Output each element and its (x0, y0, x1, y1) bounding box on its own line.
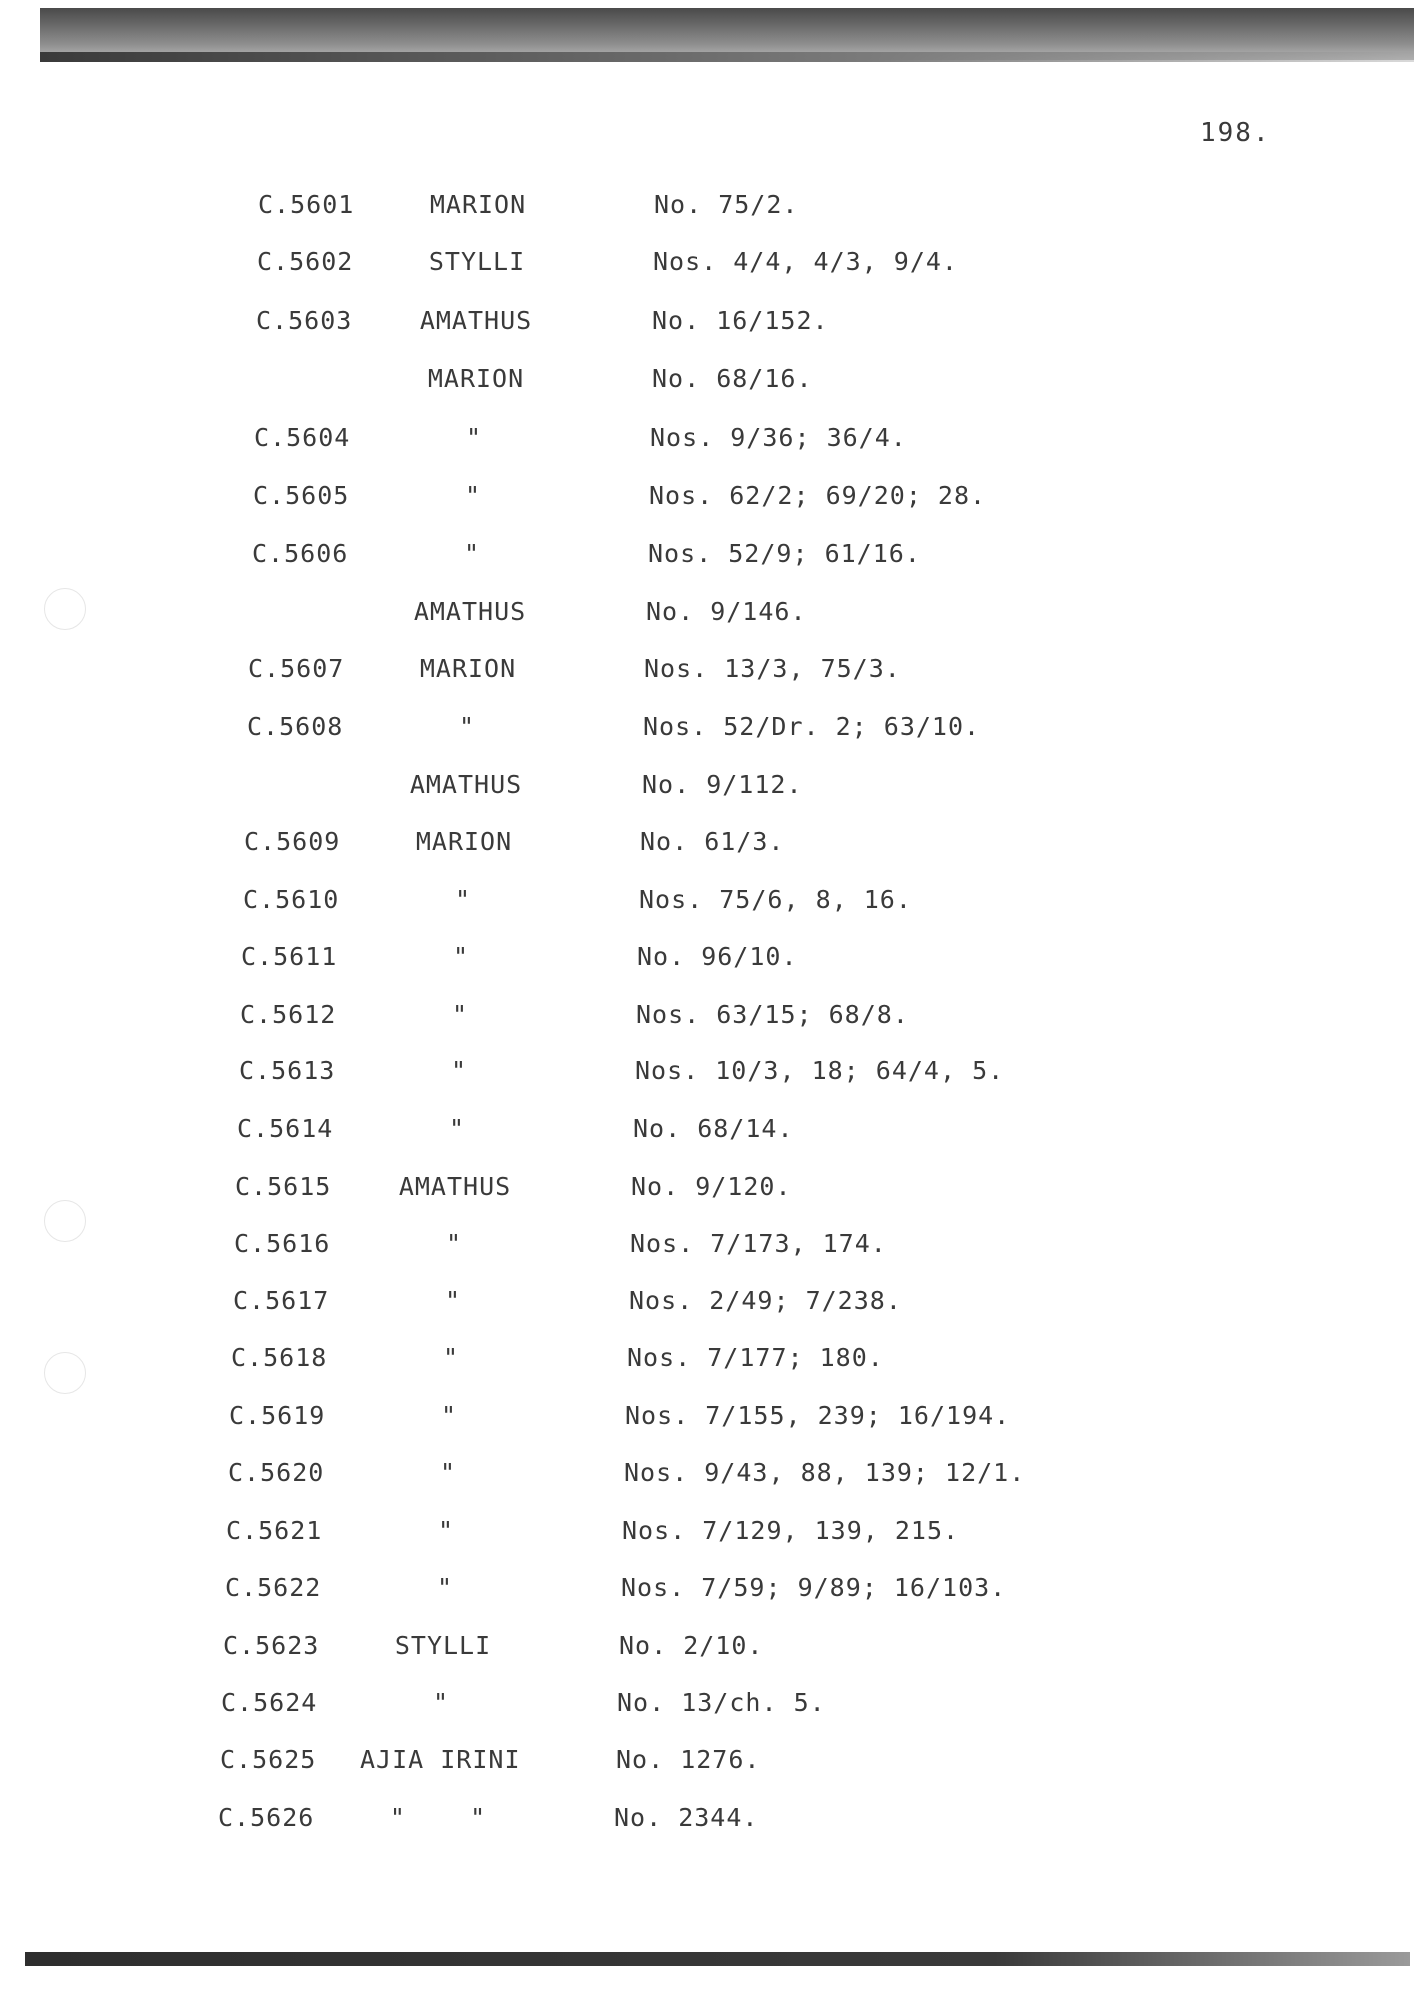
reference-numbers: Nos. 4/4, 4/3, 9/4. (653, 247, 958, 276)
site-name: " (445, 1229, 463, 1258)
list-item (235, 1172, 792, 1212)
reference-numbers: Nos. 13/3, 75/3. (644, 654, 901, 683)
reference-numbers: Nos. 7/59; 9/89; 16/103. (621, 1573, 1007, 1602)
reference-numbers: No. 13/ch. 5. (617, 1688, 826, 1717)
list-item (254, 423, 907, 463)
site-name: " (463, 539, 481, 568)
list-item (256, 364, 813, 404)
top-scan-edge (40, 8, 1414, 60)
site-name: " (464, 481, 482, 510)
catalogue-number: C.5625 (220, 1745, 317, 1774)
list-item (250, 597, 807, 637)
list-item (241, 942, 798, 982)
punch-hole-mark (44, 1200, 86, 1242)
catalogue-number: C.5621 (226, 1516, 323, 1545)
catalogue-number: C.5618 (231, 1343, 328, 1372)
site-name: " (437, 1516, 455, 1545)
catalogue-number: C.5605 (253, 481, 350, 510)
site-name: AMATHUS (409, 770, 523, 799)
reference-numbers: No. 16/152. (652, 306, 829, 335)
site-name: MARION (419, 654, 517, 683)
catalogue-number: C.5602 (257, 247, 354, 276)
catalogue-number: C.5612 (240, 1000, 337, 1029)
catalogue-number: C.5613 (239, 1056, 336, 1085)
reference-numbers: No. 9/146. (646, 597, 807, 626)
site-name: " (442, 1343, 460, 1372)
site-name: " (432, 1688, 450, 1717)
reference-numbers: Nos. 75/6, 8, 16. (639, 885, 912, 914)
list-item (258, 190, 799, 230)
site-name: AMATHUS (413, 597, 527, 626)
catalogue-number: C.5607 (248, 654, 345, 683)
catalogue-number: C.5609 (244, 827, 341, 856)
list-item (252, 539, 921, 579)
list-item (234, 1229, 887, 1269)
catalogue-number: C.5611 (241, 942, 338, 971)
punch-hole-mark (44, 588, 86, 630)
reference-numbers: Nos. 7/173, 174. (630, 1229, 887, 1258)
catalogue-number: C.5606 (252, 539, 349, 568)
reference-numbers: Nos. 7/129, 139, 215. (622, 1516, 960, 1545)
reference-numbers: Nos. 9/36; 36/4. (650, 423, 907, 452)
reference-numbers: Nos. 52/Dr. 2; 63/10. (643, 712, 981, 741)
catalogue-number: C.5622 (225, 1573, 322, 1602)
site-name: MARION (429, 190, 527, 219)
site-name: STYLLI (394, 1631, 492, 1660)
reference-numbers: Nos. 7/177; 180. (627, 1343, 884, 1372)
site-name: AMATHUS (398, 1172, 512, 1201)
catalogue-number: C.5623 (223, 1631, 320, 1660)
list-item (229, 1401, 1011, 1441)
reference-numbers: No. 75/2. (654, 190, 799, 219)
list-item (237, 1114, 794, 1154)
site-name: MARION (427, 364, 525, 393)
list-item (243, 885, 912, 925)
reference-numbers: No. 2344. (614, 1803, 759, 1832)
reference-numbers: Nos. 52/9; 61/16. (648, 539, 921, 568)
site-name: MARION (415, 827, 513, 856)
catalogue-number: C.5624 (221, 1688, 318, 1717)
list-item (239, 1056, 1005, 1096)
reference-numbers: No. 1276. (616, 1745, 761, 1774)
site-name: " (439, 1458, 457, 1487)
catalogue-number: C.5617 (233, 1286, 330, 1315)
reference-numbers: Nos. 10/3, 18; 64/4, 5. (635, 1056, 1005, 1085)
catalogue-number: C.5614 (237, 1114, 334, 1143)
reference-numbers: No. 68/14. (633, 1114, 794, 1143)
reference-numbers: No. 2/10. (619, 1631, 764, 1660)
site-name: " (454, 885, 472, 914)
catalogue-number: C.5610 (243, 885, 340, 914)
punch-hole-mark (44, 1352, 86, 1394)
site-name: " (458, 712, 476, 741)
site-name: " (436, 1573, 454, 1602)
list-item (253, 481, 987, 521)
reference-numbers: No. 61/3. (640, 827, 785, 856)
catalogue-number: C.5616 (234, 1229, 331, 1258)
list-item (225, 1573, 1007, 1613)
list-item (221, 1688, 826, 1728)
list-item (233, 1286, 902, 1326)
reference-numbers: Nos. 63/15; 68/8. (636, 1000, 909, 1029)
reference-numbers: Nos. 9/43, 88, 139; 12/1. (624, 1458, 1026, 1487)
site-name: " (465, 423, 483, 452)
site-name: " (450, 1056, 468, 1085)
list-item (223, 1631, 764, 1671)
list-item (231, 1343, 884, 1383)
site-name: " (451, 1000, 469, 1029)
site-name: " (448, 1114, 466, 1143)
page-number: 198. (1200, 118, 1271, 148)
list-item (244, 827, 785, 867)
site-name: " (440, 1401, 458, 1430)
site-name: AMATHUS (419, 306, 533, 335)
catalogue-number: C.5601 (258, 190, 355, 219)
reference-numbers: No. 9/112. (642, 770, 803, 799)
catalogue-number: C.5615 (235, 1172, 332, 1201)
site-name: AJIA IRINI (360, 1745, 521, 1774)
site-name: " " (389, 1803, 487, 1832)
catalogue-number: C.5608 (247, 712, 344, 741)
list-item (256, 306, 829, 346)
list-item (218, 1803, 759, 1843)
catalogue-number: C.5604 (254, 423, 351, 452)
catalogue-number: C.5619 (229, 1401, 326, 1430)
reference-numbers: No. 68/16. (652, 364, 813, 393)
bottom-scan-edge (25, 1952, 1410, 1966)
list-item (246, 770, 803, 810)
list-item (226, 1516, 960, 1556)
reference-numbers: Nos. 62/2; 69/20; 28. (649, 481, 987, 510)
reference-numbers: Nos. 2/49; 7/238. (629, 1286, 902, 1315)
site-name: " (444, 1286, 462, 1315)
list-item (220, 1745, 761, 1785)
list-item (248, 654, 901, 694)
list-item (240, 1000, 909, 1040)
list-item (247, 712, 981, 752)
reference-numbers: No. 9/120. (631, 1172, 792, 1201)
site-name: STYLLI (428, 247, 526, 276)
reference-numbers: No. 96/10. (637, 942, 798, 971)
list-item (228, 1458, 1026, 1498)
reference-numbers: Nos. 7/155, 239; 16/194. (625, 1401, 1011, 1430)
catalogue-number: C.5620 (228, 1458, 325, 1487)
catalogue-number: C.5626 (218, 1803, 315, 1832)
list-item (257, 247, 958, 287)
site-name: " (452, 942, 470, 971)
catalogue-number: C.5603 (256, 306, 353, 335)
